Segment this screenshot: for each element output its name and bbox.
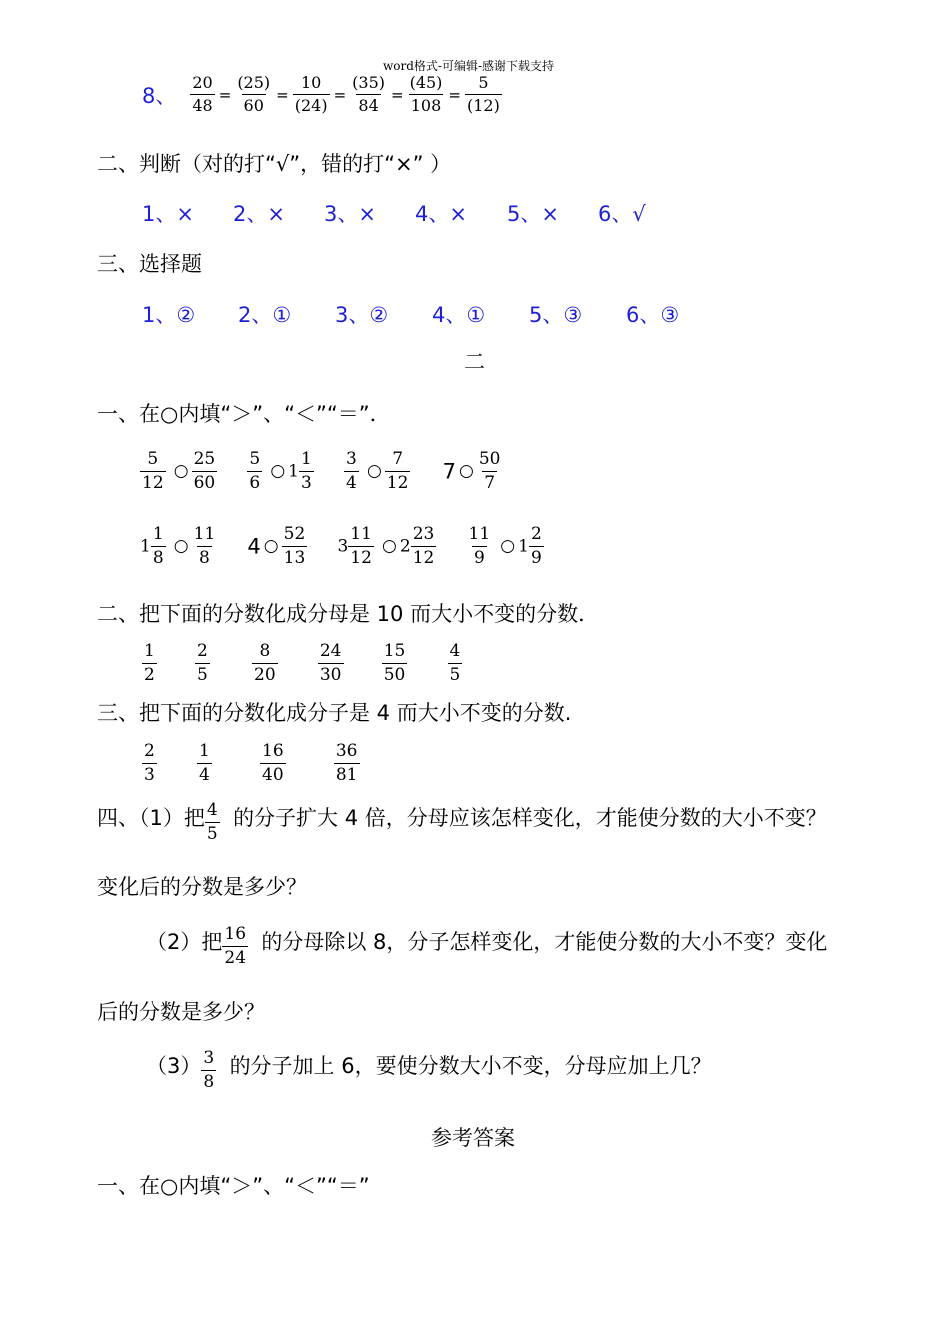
fraction: $\frac{8}{20}$	[254, 641, 276, 685]
q4-part1-prefix: 四、（1）把	[97, 806, 205, 830]
equals-sign: =	[333, 85, 347, 104]
compare-circle[interactable]: ○	[458, 461, 474, 481]
q4-part3-prefix: （3）	[146, 1054, 202, 1078]
fraction: $\frac{15}{50}$	[383, 641, 406, 685]
compare-title: 一、在○内填“＞”、“＜”“＝”．	[97, 402, 391, 426]
compare-circle[interactable]: ○	[270, 461, 286, 481]
equals-sign: =	[448, 85, 461, 104]
fraction: $\frac{16}{40}$	[262, 741, 284, 785]
fraction: $\frac{25}{60}$	[193, 449, 216, 493]
compare-row-2	[140, 526, 544, 567]
equals-sign: =	[391, 85, 404, 104]
compare-circle[interactable]: ○	[263, 536, 279, 556]
convert4-title: 三、把下面的分数化成分子是 4 而大小不变的分数.	[97, 701, 572, 725]
compare-row-1	[140, 451, 502, 492]
fraction: $\frac{36}{81}$	[335, 741, 358, 785]
fraction: $\frac{2}{3}$	[144, 741, 155, 785]
choice-answer: 4、①	[432, 303, 486, 327]
answers-compare-title: 一、在○内填“＞”、“＜”“＝”	[97, 1174, 370, 1198]
choice-answer: 2、①	[238, 303, 292, 327]
fraction: $\frac{5}{12}$	[142, 449, 164, 493]
section-heading: 二	[464, 350, 485, 374]
judge-answer: 5、×	[507, 202, 559, 226]
q4-part2-text: 的分母除以 8，分子怎样变化，才能使分数的大小不变？变化	[261, 930, 828, 954]
fraction: $\frac{7}{12}$	[386, 449, 409, 493]
fraction: $\frac{(35)}{84}$	[352, 73, 385, 115]
choice-answer: 5、③	[529, 303, 583, 327]
item-8-equation	[142, 75, 502, 114]
fraction: $\frac{16}{24}$	[224, 924, 247, 968]
judge-answer: 3、×	[324, 202, 376, 226]
fraction: $\frac{5}{6}$	[249, 449, 261, 493]
fraction: $\frac{1}{3}$	[301, 449, 312, 493]
judge-answer: 1、×	[142, 202, 194, 226]
choice-title: 三、选择题	[97, 252, 202, 276]
judge-answer: 6、√	[598, 202, 646, 226]
fraction: $\frac{3}{4}$	[346, 449, 357, 493]
answers-heading: 参考答案	[431, 1126, 515, 1150]
item-8-label: 8、	[142, 83, 177, 108]
fraction: $\frac{24}{30}$	[319, 641, 342, 685]
compare-circle[interactable]: ○	[366, 461, 382, 481]
fraction: $\frac{3}{8}$	[203, 1048, 215, 1092]
whole-number: 4	[247, 534, 261, 559]
q4-part2	[146, 926, 827, 967]
q4-part3	[146, 1050, 712, 1091]
q4-part1	[97, 802, 827, 843]
fraction: $\frac{1}{2}$	[144, 641, 155, 685]
fraction: $\frac{1}{8}$	[152, 524, 164, 568]
equals-sign: =	[276, 85, 289, 104]
judge-answer: 4、×	[415, 202, 467, 226]
mixed-integer: 1	[140, 536, 151, 557]
q4-part2-prefix: （2）把	[146, 930, 223, 954]
fraction: $\frac{1}{4}$	[199, 741, 210, 785]
fraction: $\frac{52}{13}$	[283, 524, 306, 568]
fraction: $\frac{5}{(12)}$	[467, 73, 500, 115]
page-header: word格式-可编辑-感谢下载支持	[383, 59, 555, 73]
judge-answer: 2、×	[233, 202, 285, 226]
convert10-title: 二、把下面的分数化成分母是 10 而大小不变的分数．	[97, 602, 600, 626]
q4-part2-line2: 后的分数是多少？	[97, 1000, 265, 1024]
fraction: $\frac{11}{12}$	[350, 524, 372, 568]
fraction: $\frac{2}{9}$	[530, 524, 542, 568]
equals-sign: =	[218, 85, 232, 104]
q4-part1-line2: 变化后的分数是多少？	[97, 875, 307, 899]
compare-circle[interactable]: ○	[173, 536, 189, 556]
choice-answer: 1、②	[142, 303, 196, 327]
fraction: $\frac{11}{9}$	[468, 524, 491, 568]
convert10-fractions	[142, 643, 462, 684]
convert4-fractions	[142, 743, 360, 784]
mixed-integer: 1	[288, 461, 299, 482]
compare-circle[interactable]: ○	[173, 461, 189, 481]
judge-title: 二、判断（对的打“√”，错的打“×” ）	[97, 152, 452, 176]
fraction: $\frac{4}{5}$	[206, 800, 218, 844]
fraction: $\frac{11}{8}$	[193, 524, 216, 568]
q4-part3-text: 的分子加上 6，要使分数大小不变，分母应加上几？	[229, 1054, 712, 1078]
fraction: $\frac{4}{5}$	[449, 641, 461, 685]
q4-part1-text: 的分子扩大 4 倍，分母应该怎样变化，才能使分数的大小不变？	[233, 806, 827, 830]
fraction: $\frac{23}{12}$	[412, 524, 435, 568]
mixed-integer: 2	[399, 536, 411, 557]
fraction: $\frac{10}{(24)}$	[294, 73, 328, 115]
choice-answer: 6、③	[626, 303, 680, 327]
mixed-integer: 3	[337, 536, 349, 557]
compare-circle[interactable]: ○	[500, 536, 516, 556]
fraction: $\frac{20}{48}$	[192, 73, 213, 115]
choice-answer: 3、②	[335, 303, 389, 327]
fraction: $\frac{2}{5}$	[197, 641, 208, 685]
fraction: $\frac{50}{7}$	[478, 449, 501, 493]
whole-number: 7	[442, 459, 456, 484]
compare-circle[interactable]: ○	[382, 536, 397, 556]
fraction: $\frac{(45)}{108}$	[409, 73, 443, 115]
mixed-integer: 1	[518, 536, 529, 557]
fraction: $\frac{(25)}{60}$	[237, 73, 271, 115]
